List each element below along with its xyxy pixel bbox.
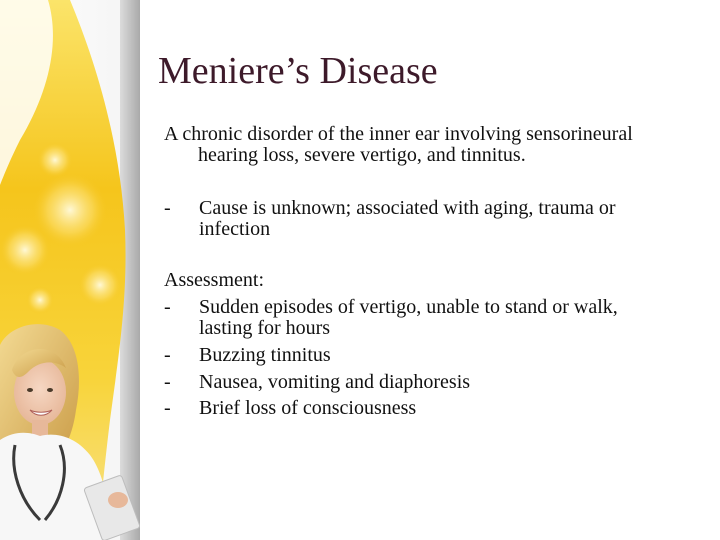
- assessment-item-line-1: Brief loss of consciousness: [199, 397, 417, 419]
- intro-paragraph: [164, 124, 694, 166]
- assessment-item: [164, 372, 694, 393]
- intro-line-1: A chronic disorder of the inner ear involving sensorineural: [164, 123, 633, 145]
- bullet-marker: -: [164, 296, 171, 318]
- cause-bullet: [164, 198, 694, 240]
- slide-title: Meniere’s Disease: [158, 50, 438, 92]
- assessment-item-line-1: Sudden episodes of vertigo, unable to stand or walk,: [199, 296, 618, 318]
- assessment-item-line-1: Nausea, vomiting and diaphoresis: [199, 371, 471, 393]
- bullet-marker: -: [164, 344, 171, 366]
- assessment-item-line-2: lasting for hours: [199, 317, 331, 339]
- bullet-marker: -: [164, 371, 171, 393]
- assessment-item-line-1: Buzzing tinnitus: [199, 344, 331, 366]
- cause-line-1: Cause is unknown; associated with aging, trauma or: [199, 197, 616, 219]
- intro-line-2: hearing loss, severe vertigo, and tinnitus.: [198, 144, 526, 166]
- assessment-item: [164, 297, 694, 339]
- bullet-marker: -: [164, 197, 171, 219]
- cause-line-2: infection: [199, 218, 271, 240]
- bullet-marker: -: [164, 397, 171, 419]
- decorative-side-band: [0, 0, 140, 540]
- assessment-item: [164, 345, 694, 366]
- assessment-item: [164, 398, 694, 419]
- decorative-side-art: [0, 0, 140, 540]
- assessment-heading: Assessment:: [164, 269, 264, 291]
